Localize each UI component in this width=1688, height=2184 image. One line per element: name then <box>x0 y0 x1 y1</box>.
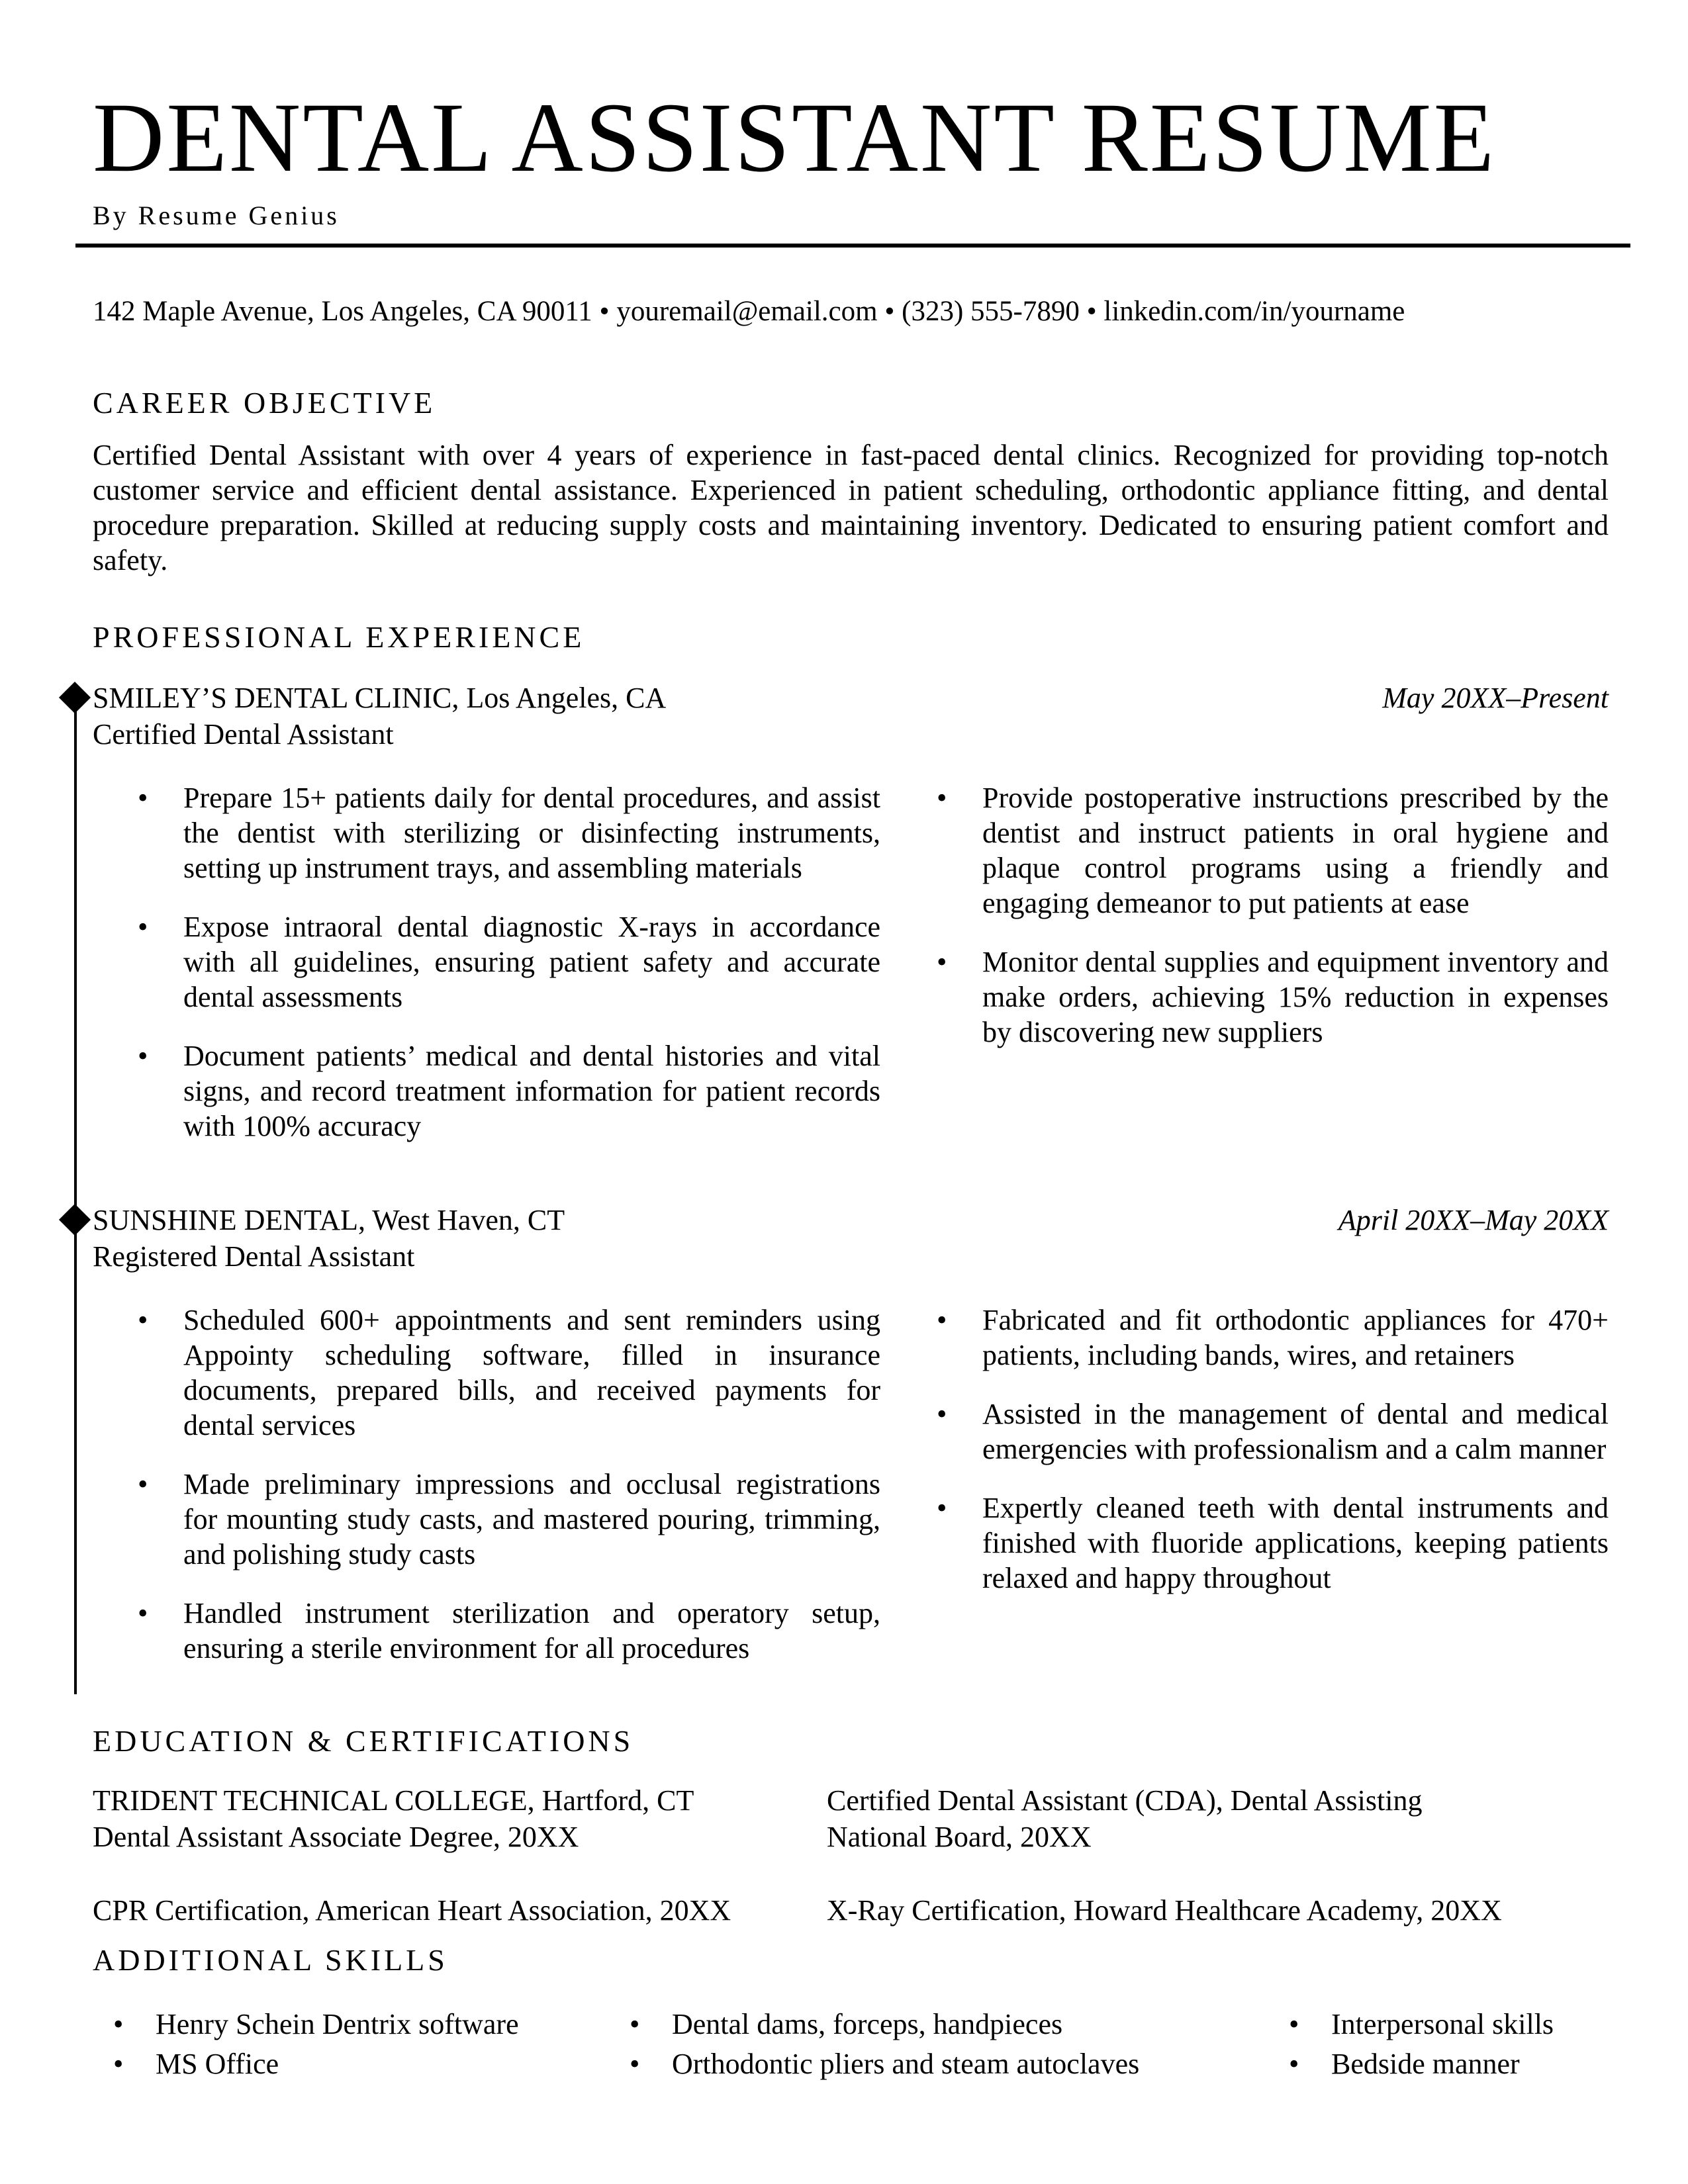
bullet-icon: • <box>937 945 947 978</box>
skill-text: Bedside manner <box>1331 2047 1520 2080</box>
bullet-column-right <box>937 1302 1609 1666</box>
list-item <box>630 2046 1268 2082</box>
skill-text: MS Office <box>156 2047 279 2080</box>
bullet-icon: • <box>138 1467 148 1500</box>
bullet-text: Prepare 15+ patients daily for dental procedures, and assist the dentist with sterilizing or disinfecting instruments, setting up instrument trays, and assembling materials <box>183 781 880 884</box>
job-entry-smileys <box>93 680 1609 1144</box>
certifications-row <box>93 1892 1609 1929</box>
skills-columns <box>93 2007 1609 2086</box>
bullet-column-left <box>138 780 880 1144</box>
bullet-icon: • <box>1289 2007 1299 2040</box>
bullet-icon: • <box>937 781 947 814</box>
job-company: SMILEY’S DENTAL CLINIC, Los Angeles, CA <box>93 681 667 714</box>
skill-text: Henry Schein Dentrix software <box>156 2007 519 2040</box>
skill-text: Interpersonal skills <box>1331 2007 1554 2040</box>
bullet-icon: • <box>138 910 148 943</box>
list-item <box>630 2007 1268 2042</box>
list-item <box>138 780 880 886</box>
skills-column-1 <box>113 2007 609 2086</box>
bullet-icon: • <box>937 1491 947 1524</box>
bullet-text: Scheduled 600+ appointments and sent reminders using Appointy scheduling software, filled in insurance documents, prepared bills, and received payments for dental services <box>183 1303 880 1441</box>
bullet-icon: • <box>630 2047 640 2080</box>
bullet-text: Made preliminary impressions and occlusal registrations for mounting study casts, and mastered pouring, trimming, and polishing study casts <box>183 1467 880 1570</box>
job-company: SUNSHINE DENTAL, West Haven, CT <box>93 1203 565 1236</box>
job-bullet-columns <box>93 780 1609 1144</box>
list-item <box>113 2046 609 2082</box>
byline: By Resume Genius <box>93 200 340 230</box>
section-heading-additional-skills: ADDITIONAL SKILLS <box>93 1942 448 1977</box>
education-degree-line: Dental Assistant Associate Degree, 20XX <box>93 1820 579 1853</box>
career-objective-text: Certified Dental Assistant with over 4 years of experience in fast-paced dental clinics. Recognized for providing top-notch customer service and efficient dental assistance. Experienced in patient scheduling, orthodontic appliance fitting, and dental procedure preparation. Skilled at reducing supply costs and maintaining inventory. Dedicated to ensuring patient comfort and safety. <box>93 438 1609 576</box>
list-item <box>1289 2046 1609 2082</box>
bullet-icon: • <box>937 1303 947 1336</box>
bullet-column-right <box>937 780 1609 1144</box>
skills-column-2 <box>609 2007 1268 2086</box>
list-item <box>1289 2007 1609 2042</box>
bullet-icon: • <box>138 1303 148 1336</box>
job-dates: May 20XX–Present <box>1382 681 1609 714</box>
bullet-column-left <box>138 1302 880 1666</box>
bullet-text: Expertly cleaned teeth with dental instruments and finished with fluoride applications, keeping patients relaxed and happy throughout <box>982 1491 1609 1594</box>
bullet-icon: • <box>1289 2047 1299 2080</box>
bullet-text: Provide postoperative instructions prescribed by the dentist and instruct patients in oral hygiene and plaque control programs using a friendly and engaging demeanor to put patients at ease <box>982 781 1609 919</box>
bullet-text: Document patients’ medical and dental histories and vital signs, and record treatment information for patient records with 100% accuracy <box>183 1039 880 1142</box>
bullet-text: Handled instrument sterilization and operatory setup, ensuring a sterile environment for all procedures <box>183 1596 880 1664</box>
list-item <box>138 1302 880 1443</box>
list-item <box>138 1596 880 1666</box>
bullet-icon: • <box>138 1039 148 1072</box>
bullet-text: Fabricated and fit orthodontic appliances for 470+ patients, including bands, wires, and retainers <box>982 1303 1609 1371</box>
education-school-line: TRIDENT TECHNICAL COLLEGE, Hartford, CT <box>93 1784 694 1817</box>
list-item <box>138 909 880 1015</box>
bullet-text: Assisted in the management of dental and medical emergencies with professionalism and a calm manner <box>982 1397 1609 1465</box>
timeline-diamond-icon <box>59 1204 91 1236</box>
education-entry-school <box>93 1782 827 1855</box>
list-item <box>937 944 1609 1050</box>
job-header <box>93 1202 1609 1238</box>
list-item <box>138 1038 880 1144</box>
bullet-text: Monitor dental supplies and equipment inventory and make orders, achieving 15% reduction in expenses by discovering new suppliers <box>982 945 1609 1048</box>
bullet-text: Expose intraoral dental diagnostic X-rays in accordance with all guidelines, ensuring patient safety and accurate dental assessments <box>183 910 880 1013</box>
certification-cpr: CPR Certification, American Heart Association, 20XX <box>93 1893 731 1927</box>
list-item <box>138 1467 880 1572</box>
list-item <box>937 1396 1609 1467</box>
certification-xray: X-Ray Certification, Howard Healthcare Academy, 20XX <box>827 1893 1502 1927</box>
job-role: Registered Dental Assistant <box>93 1240 415 1273</box>
job-entry-sunshine <box>93 1202 1609 1666</box>
bullet-icon: • <box>937 1397 947 1430</box>
section-heading-career-objective: CAREER OBJECTIVE <box>93 385 436 420</box>
page-title: DENTAL ASSISTANT RESUME <box>93 83 1497 193</box>
contact-line: 142 Maple Avenue, Los Angeles, CA 90011 • youremail@email.com • (323) 555-7890 • linkedin.com/in/yourname <box>93 295 1405 327</box>
header-divider <box>75 244 1630 248</box>
bullet-icon: • <box>138 781 148 814</box>
section-heading-professional-experience: PROFESSIONAL EXPERIENCE <box>93 619 585 654</box>
certification-line: Certified Dental Assistant (CDA), Dental Assisting <box>827 1784 1423 1817</box>
bullet-icon: • <box>113 2007 124 2040</box>
list-item <box>113 2007 609 2042</box>
list-item <box>937 1490 1609 1596</box>
header <box>93 83 1609 329</box>
experience-timeline <box>93 680 1609 1666</box>
bullet-icon: • <box>113 2047 124 2080</box>
job-header <box>93 680 1609 716</box>
skill-text: Orthodontic pliers and steam autoclaves <box>672 2047 1140 2080</box>
section-heading-education: EDUCATION & CERTIFICATIONS <box>93 1723 634 1758</box>
certification-line: National Board, 20XX <box>827 1820 1092 1853</box>
skills-column-3 <box>1268 2007 1609 2086</box>
job-role: Certified Dental Assistant <box>93 717 394 751</box>
bullet-icon: • <box>138 1596 148 1629</box>
list-item <box>937 1302 1609 1373</box>
timeline-line <box>74 698 77 1694</box>
job-dates: April 20XX–May 20XX <box>1338 1203 1609 1236</box>
education-row <box>93 1782 1609 1855</box>
education-entry-cda <box>827 1782 1609 1855</box>
list-item <box>937 780 1609 921</box>
job-bullet-columns <box>93 1302 1609 1666</box>
bullet-icon: • <box>630 2007 640 2040</box>
skill-text: Dental dams, forceps, handpieces <box>672 2007 1063 2040</box>
timeline-diamond-icon <box>59 682 91 713</box>
